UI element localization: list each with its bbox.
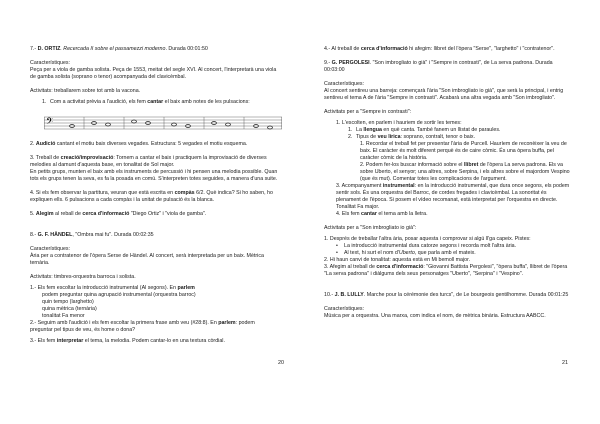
listening-1-line-1: podem preguntar quina agrupació instrumental (orquestra barroc)	[42, 291, 196, 298]
section-10-characteristics: Música per a orquestra. Una marxa, com indica el nom, de mètrica binària. Estructura AABCC.	[324, 312, 546, 319]
sempre-item-1-1: 1. La llengua en què canta. També fanem un llistat de paraules.	[348, 126, 501, 133]
listening-1-line-3: quina mètrica (ternària)	[42, 305, 97, 312]
music-staff-image	[44, 112, 282, 132]
sempre-item-1-2-2: 2. Podem fer-los buscar informació sobre el llibret de l'òpera La serva padrona. Els va sobre Uberto, el senyor; una altres, sobre Serpina, i els altres sobre el majordom Vespino (que és mut). Comentar totes les complicacions de l'argument.	[360, 161, 570, 182]
svg-text:𝄢: 𝄢	[46, 115, 54, 129]
characteristics-heading-3: Característiques:	[324, 80, 365, 87]
listening-1-line-4: tonalitat Fa menor	[42, 312, 85, 319]
section-7-characteristics: Peça per a viola de gamba solista. Peça de 1553, meitat del segle XVI. Al concert, l'interpretarà una viola de gamba solista (soprano o tenor) acompanyada del clavicèmbal.	[30, 66, 277, 80]
paragraph-3-groups: En petits grups, munten el baix amb els instruments de percussió i hi pensen una melodia possible. Quan tots els grups tenen la seva, es fa la posada en comú. S'interpreten totes seguides, a manera d'una suite.	[30, 168, 278, 182]
section-9-heading: 9.- G. PERGOLESI. "Son imbrogliato io già" i "Sempre in contrasti", de La serva padrona. Durada 00:03:00	[324, 59, 553, 73]
sempre-activities-heading: Activitats per a "Sempre in contrasti":	[324, 108, 412, 115]
page-number-left: 20	[278, 360, 284, 366]
paragraph-4: 4. Si els fem observar la partitura, veuran que està escrita en compàs 6/2. Què indica? Si ho saben, ho expliquen ells. 6 pulsacions a cada compàs i la unitat de pulsació és la blanca.	[30, 189, 273, 203]
son-item-1: 1. Després de treballar l'altra ària, posar aquesta i comprovar si algú ll'ga capeix. Pistes:	[324, 235, 531, 242]
sempre-item-1-2: 2. Tipus de veu lírica: soprano, contralt, tenor o baix.	[348, 133, 476, 140]
sempre-item-1-2-1: 1. Recordar el treball fet per presentar l'ària de Purcell. Hauríem de reconèixer la veu de baix. El caràcter és molt diferent perquè és de caire còmic. És una òpera buffa, pel caràcter còmic de la història.	[360, 140, 567, 161]
right-page	[300, 0, 600, 424]
section-8-heading: 8.- G. F. HÄNDEL, "Ombra mai fu". Durada 00:02:35	[30, 231, 154, 238]
son-item-1-bullet-1: • La introducció instrumental dura catorze segons i recorda molt l'altra ària.	[336, 242, 517, 249]
listening-1: 1.- Els fem escoltar la introducció instrumental (Al segons). En parlem	[30, 284, 195, 291]
paragraph-2: 2. Audició cantant el motiu baix diverses vegades. Estructura: 5 vegades el motiu esquema.	[30, 140, 248, 147]
characteristics-heading-4: Característiques:	[324, 305, 365, 312]
section-7-activities-heading: Activitats: treballarem sobre tot amb la vacona.	[30, 87, 141, 94]
section-7-heading: 7.- D. ORTIZ. Recercada II sobre el passamezzi moderno. Durada 00:01:50	[30, 46, 208, 52]
activity-1: 1. Com a activitat prèvia a l'audició, els fem cantar el baix amb notes de les pulsacions:	[42, 98, 250, 105]
section-10-heading: 10.- J. B. LULLY. Marche pour la cérémonie des turcs", de Le bourgeois gentilhomme. Durada 00:01:25	[324, 291, 569, 298]
section-8-activities-heading: Activitats: timbres-orquestra barroca i solista.	[30, 273, 136, 280]
listening-2: 2.- Seguim amb l'audició i els fem escoltar la primera frase amb veu (#28:8). En parlem: podem preguntar pel tipus de veu, és home o dona?	[30, 319, 255, 333]
listening-1-line-2: quin tempo (larghetto)	[42, 298, 94, 305]
sempre-item-4: 4. Els fem cantar el tema amb la lletra.	[336, 210, 428, 217]
son-activities-heading: Activitats per a "Son imbrogliato io già":	[324, 224, 417, 231]
son-item-2: 2. Hi haun canvi de tonalitat: aquesta està en Mi bemoll major.	[324, 256, 471, 263]
page-number-right: 21	[562, 360, 568, 366]
section-8-characteristics: Ària per a contratenor de l'òpera Serse de Händel. Al concert, serà interpretada per un baix. Mètrica ternària.	[30, 252, 264, 266]
section-9-characteristics: Al concert sentireu una barreja: començarà l'ària "Son imbrogliato io già", que serà la principal, i entrig sentireu el tema A de l'ària "Sempre in contrasti". Acabarà una altra vegada amb "Son imbrogliato".	[324, 87, 564, 101]
paragraph-3: 3. Treball de creació/improvisació: Tornem a cantar el baix i practiquem la improvisació de diverses melodies al damunt d'aquesta base, en tonalitat de Sol major.	[30, 154, 267, 168]
characteristics-heading: Característiques:	[30, 59, 71, 66]
son-item-3: 3. Afegim al treball de cerca d'informació: "Giovanni Battista Pergolesi", "òpera buffa", llibret de l'òpera "La serva padrona" i diàlgums dels seus personatges "Uberto", "Serpina" i "Vespino".	[324, 263, 568, 277]
section-8-item-4: 4.- Al treball de cerca d'informació hi afegim: llibret del l'òpera "Serse", "larghetto" i "contratenor".	[324, 46, 555, 52]
son-item-1-bullet-2: • Al text, hi surt el nom d'Uberto, que parla amb el mateix.	[336, 249, 476, 256]
paragraph-5: 5. Alegim al reball de cerca d'informació "Diego Ortiz" i "viola de gamba".	[30, 210, 207, 217]
sempre-item-3: 3. Acompanyament instrumental: en la introducció instrumental, que dura once segons, els podem sentir sols. És una orquestra del Barroc, de cordes fregades i clavicèmbal. La sonoritat és plenament de l'època. Si posem el vídeo recomanat, està interpretat per l'orquestra en directe. Tonalitat Fa major.	[336, 182, 570, 210]
sempre-item-1: 1. L'escolten, en parlem i hauriem de sortir les temes:	[336, 119, 462, 126]
listening-3: 3.- Els fem interpretar el tema, la melodia. Podem cantar-lo en una textura còrdial.	[30, 337, 225, 344]
characteristics-heading-2: Característiques:	[30, 245, 71, 252]
